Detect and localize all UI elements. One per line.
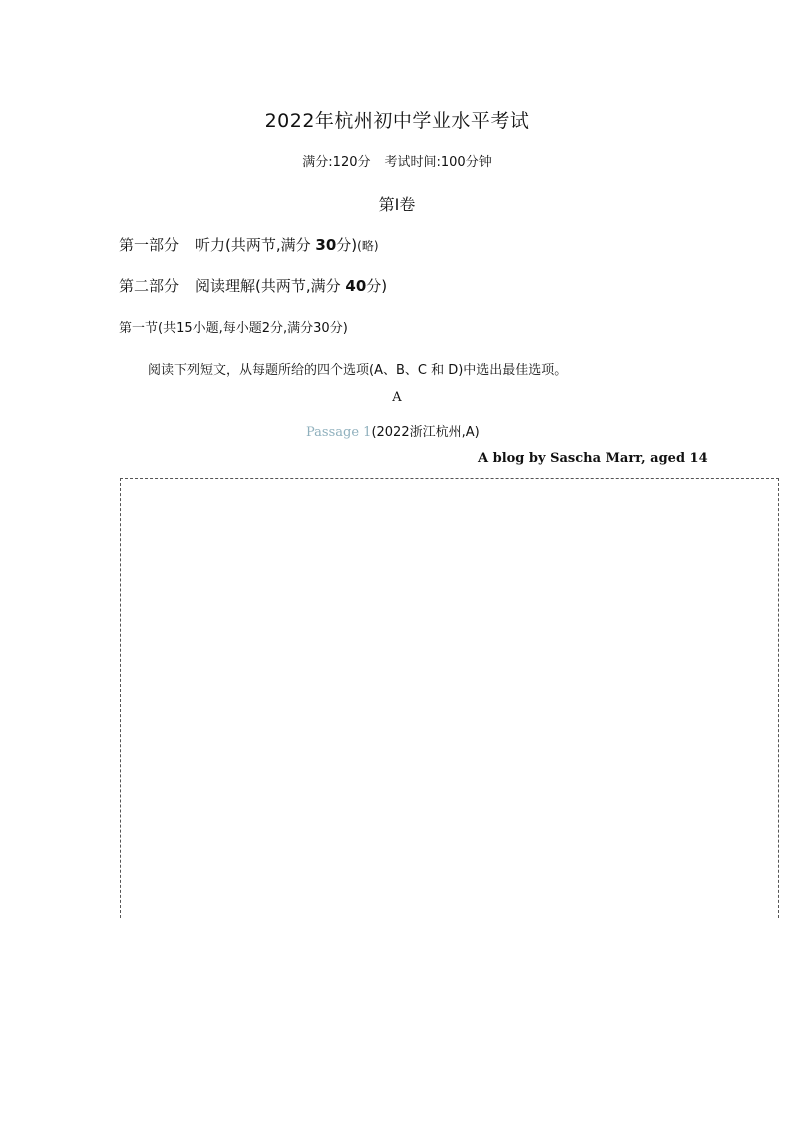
part1-prefix: 听力(共两节,满分 (195, 236, 311, 254)
part1-heading (119, 234, 379, 255)
blog-title: A blog by Sascha Marr, aged 14 (478, 451, 708, 466)
passage-label: Passage 1 (306, 425, 372, 440)
volume-heading: 第Ⅰ卷 (378, 195, 416, 214)
exam-time: 考试时间:100分钟 (384, 155, 492, 170)
passage-heading (306, 421, 480, 440)
part1-score: 30 (315, 236, 337, 254)
section1-heading: 第一节(共15小题,每小题2分,满分30分) (119, 321, 348, 336)
reading-instruction: 阅读下列短文，从每题所给的四个选项(A、B、C 和 D)中选出最佳选项。 (148, 363, 568, 378)
part2-heading (119, 275, 387, 296)
passage-source: (2022浙江杭州,A) (371, 425, 480, 440)
passage-content-box (120, 478, 779, 918)
full-score: 满分:120分 (302, 155, 371, 170)
exam-meta (0, 151, 794, 170)
part1-suffix: 分) (336, 236, 358, 254)
part1-name: 第一部分 (119, 236, 180, 254)
part2-suffix: 分) (366, 277, 388, 295)
part2-score: 40 (345, 277, 367, 295)
part2-prefix: 阅读理解(共两节,满分 (195, 277, 341, 295)
passage-letter: A (392, 390, 402, 405)
part2-name: 第二部分 (119, 277, 180, 295)
part1-note: (略) (357, 239, 379, 253)
exam-title: 2022年杭州初中学业水平考试 (264, 110, 530, 132)
